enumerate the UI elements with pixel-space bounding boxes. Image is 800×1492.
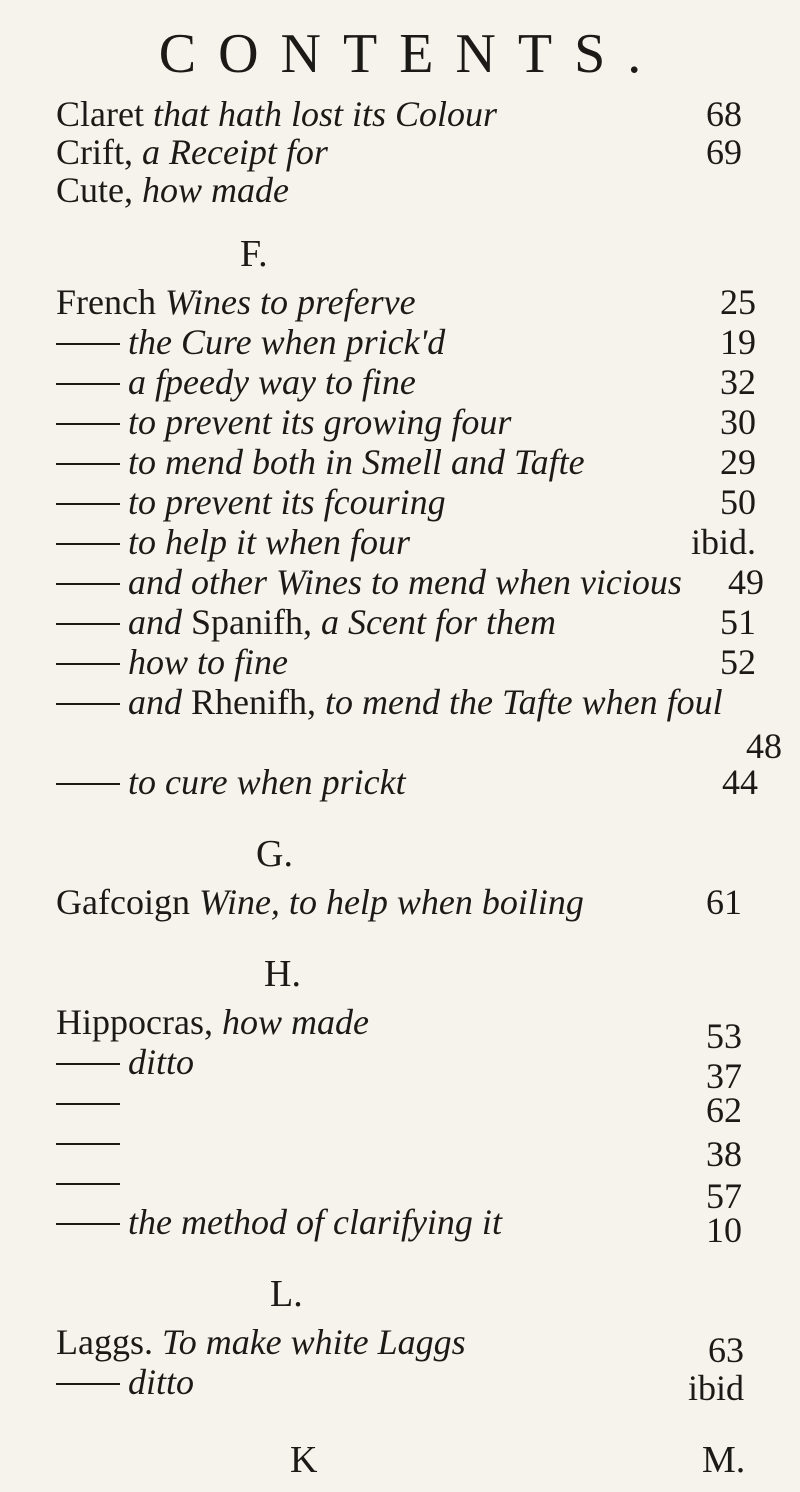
page-title: CONTENTS. xyxy=(158,23,664,85)
ditto-dash xyxy=(56,463,120,465)
entry-french-scouring: to prevent its fcouring 50 xyxy=(56,476,772,528)
entry-gascoign: Gafcoign Wine, to help when boiling 61 xyxy=(56,882,742,922)
entry-hippocras-4: 57 xyxy=(56,1156,772,1208)
ditto-dash xyxy=(56,703,120,705)
ditto-dash xyxy=(56,1063,120,1065)
section-letter-f: F. xyxy=(240,233,268,275)
entry-hippocras-3: 38 xyxy=(56,1116,772,1168)
catchword-left: K xyxy=(290,1439,318,1481)
section-letter-l: L. xyxy=(270,1273,303,1315)
ditto-dash xyxy=(56,343,120,345)
ditto-dash xyxy=(56,663,120,665)
entry-french-vicious: and other Wines to mend when vicious 49 xyxy=(56,556,772,608)
ditto-dash xyxy=(56,1143,120,1145)
section-letter-h: H. xyxy=(264,953,301,995)
entry-french-prickt: to cure when prickt 44 xyxy=(56,756,772,808)
entry-french-how-to-fine: how to fine 52 xyxy=(56,636,772,688)
section-letter-g: G. xyxy=(256,833,293,875)
entry-hippocras-2: 62 xyxy=(56,1076,772,1128)
entry-french-cure: the Cure when prick'd 19 xyxy=(56,316,772,368)
ditto-dash xyxy=(56,543,120,545)
ditto-dash xyxy=(56,1103,120,1105)
entry-laggs: Laggs. To make white Laggs 63 xyxy=(56,1322,744,1370)
ditto-dash xyxy=(56,383,120,385)
entry-french: French Wines to preferve 25 xyxy=(56,282,756,322)
entry-laggs-ditto: ditto ibid xyxy=(56,1356,772,1408)
ditto-dash xyxy=(56,503,120,505)
entry-hippocras-ditto: ditto 37 xyxy=(56,1036,772,1088)
entry-french-mend: to mend both in Smell and Tafte 29 xyxy=(56,436,772,488)
ditto-dash xyxy=(56,1383,120,1385)
ditto-dash xyxy=(56,623,120,625)
entry-french-spanish: and Spanifh, a Scent for them 51 xyxy=(56,596,772,648)
entry-claret: Claret that hath lost its Colour 68 xyxy=(56,94,742,134)
ditto-dash xyxy=(56,1223,120,1225)
entry-french-help: to help it when four ibid. xyxy=(56,516,772,568)
ditto-dash xyxy=(56,423,120,425)
entry-cute: Cute, how made xyxy=(56,170,289,210)
entry-hippocras-clarifying: the method of clarifying it 10 xyxy=(56,1196,772,1248)
catchword-right: M. xyxy=(702,1439,746,1481)
entry-french-four: to prevent its growing four 30 xyxy=(56,396,772,448)
ditto-dash xyxy=(56,1183,120,1185)
entry-hippocras: Hippocras, how made 53 xyxy=(56,1002,742,1056)
entry-crift: Crift, a Receipt for 69 xyxy=(56,132,742,172)
ditto-dash xyxy=(56,583,120,585)
entry-french-fine: a fpeedy way to fine 32 xyxy=(56,356,772,408)
entry-french-rhenish: and Rhenifh, to mend the Tafte when foul 48 xyxy=(56,676,800,728)
ditto-dash xyxy=(56,783,120,785)
